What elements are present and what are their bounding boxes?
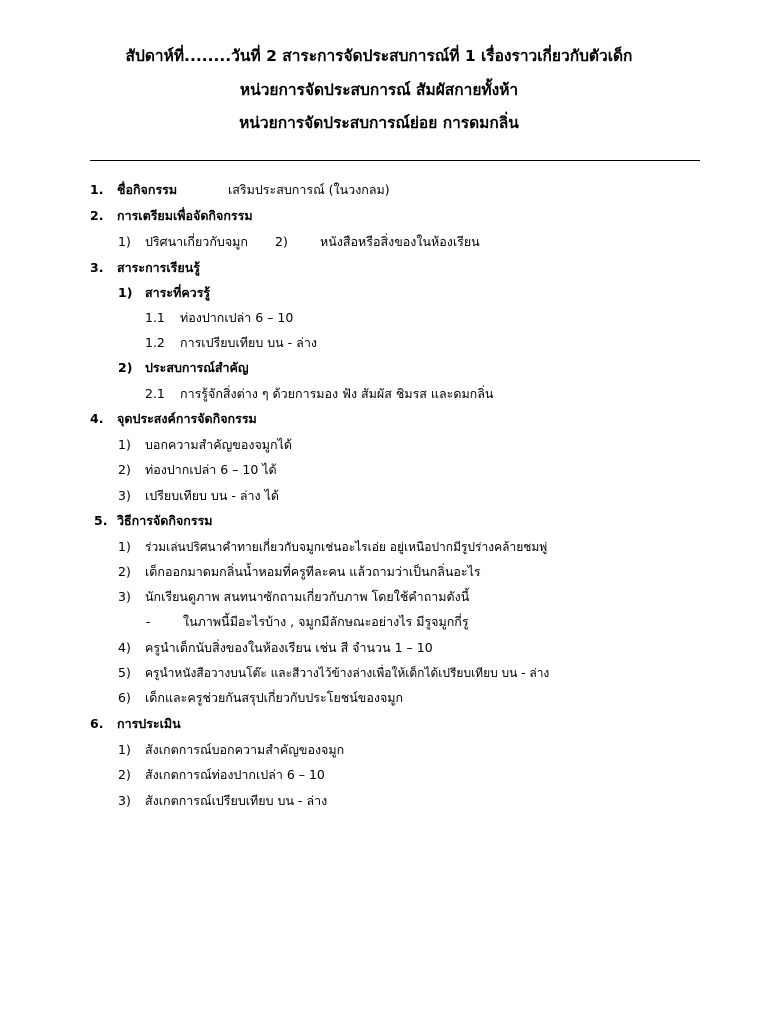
section-5-item-2: เด็กออกมาดมกลิ่นน้ำหอมที่ครูทีละคน แล้วถามว่าเป็นกลิ่นอะไร (145, 564, 481, 579)
section-1-value: เสริมประสบการณ์ (ในวงกลม) (228, 182, 390, 197)
section-6-number: 6. (90, 716, 104, 731)
section-3-sub-1-label: สาระที่ควรรู้ (145, 285, 211, 300)
section-5-item-6-number: 6) (118, 690, 131, 705)
section-5-item-4-number: 4) (118, 640, 131, 655)
section-5-item-2-number: 2) (118, 564, 131, 579)
section-6-item-1: สังเกตการณ์บอกความสำคัญของจมูก (145, 742, 345, 757)
section-4-item-3: เปรียบเทียบ บน - ล่าง ได้ (145, 488, 280, 503)
header-line-3: หน่วยการจัดประสบการณ์ย่อย การดมกลิ่น (239, 114, 519, 132)
section-3-sub-1-item-2: การเปรียบเทียบ บน - ล่าง (180, 335, 317, 350)
section-2-label: การเตรียมเพื่อจัดกิจกรรม (117, 208, 253, 223)
section-4-item-2: ท่องปากเปล่า 6 – 10 ได้ (145, 462, 277, 477)
section-3-sub-1-number: 1) (118, 285, 133, 300)
section-5-item-3-number: 3) (118, 589, 131, 604)
section-5-item-3-sub: ในภาพนี้มีอะไรบ้าง , จมูกมีลักษณะอย่างไร มีรูจมูกกี่รู (183, 614, 469, 629)
section-6-item-3: สังเกตการณ์เปรียบเทียบ บน - ล่าง (145, 793, 328, 808)
section-5-item-5-number: 5) (118, 665, 131, 680)
section-5-item-1-number: 1) (118, 539, 131, 554)
section-1-number: 1. (90, 182, 104, 197)
section-4-item-1: บอกความสำคัญของจมูกได้ (145, 437, 293, 452)
section-5-item-4: ครูนำเด็กนับสิ่งของในห้องเรียน เช่น สี จำนวน 1 – 10 (145, 640, 433, 655)
section-5-item-6: เด็กและครูช่วยกันสรุปเกี่ยวกับประโยชน์ของจมูก (145, 690, 404, 705)
section-2-number: 2. (90, 208, 104, 223)
section-3-number: 3. (90, 260, 104, 275)
section-3-label: สาระการเรียนรู้ (117, 260, 200, 275)
section-4-number: 4. (90, 411, 104, 426)
section-3-sub-1-item-1-number: 1.1 (145, 310, 165, 325)
section-3-sub-1-item-2-number: 1.2 (145, 335, 165, 350)
section-5-item-3-bullet: - (146, 614, 151, 629)
section-4-label: จุดประสงค์การจัดกิจกรรม (117, 411, 257, 426)
header-divider (90, 160, 700, 161)
section-5-item-3: นักเรียนดูภาพ สนทนาซักถามเกี่ยวกับภาพ โดยใช้คำถามดังนี้ (145, 589, 470, 604)
section-6-label: การประเมิน (117, 716, 181, 731)
section-4-item-3-number: 3) (118, 488, 131, 503)
section-3-sub-2-number: 2) (118, 360, 133, 375)
header-line-1: สัปดาห์ที่........วันที่ 2 สาระการจัดประสบการณ์ที่ 1 เรื่องราวเกี่ยวกับตัวเด็ก (125, 47, 633, 65)
section-3-sub-2-item-1-number: 2.1 (145, 386, 165, 401)
header-line-2: หน่วยการจัดประสบการณ์ สัมผัสกายทั้งห้า (239, 81, 519, 99)
section-5-label: วิธีการจัดกิจกรรม (117, 513, 213, 528)
section-6-item-1-number: 1) (118, 742, 131, 757)
section-3-sub-1-item-1: ท่องปากเปล่า 6 – 10 (180, 310, 294, 325)
section-2-item-1-number: 1) (118, 234, 131, 249)
section-6-item-2: สังเกตการณ์ท่องปากเปล่า 6 – 10 (145, 767, 325, 782)
section-1-label: ชื่อกิจกรรม (117, 182, 178, 197)
section-6-item-2-number: 2) (118, 767, 131, 782)
section-5-item-5: ครูนำหนังสือวางบนโต๊ะ และสีวางไว้ข้างล่างเพื่อให้เด็กได้เปรียบเทียบ บน - ล่าง (145, 666, 550, 680)
section-6-item-3-number: 3) (118, 793, 131, 808)
section-5-number: 5. (94, 513, 108, 528)
section-2-item-2-number: 2) (275, 234, 288, 249)
section-2-item-1: ปริศนาเกี่ยวกับจมูก (145, 234, 248, 249)
section-3-sub-2-label: ประสบการณ์สำคัญ (145, 360, 249, 375)
section-4-item-2-number: 2) (118, 462, 131, 477)
section-3-sub-2-item-1: การรู้จักสิ่งต่าง ๆ ด้วยการมอง ฟัง สัมผัส ชิมรส และดมกลิ่น (180, 386, 494, 401)
section-2-item-2: หนังสือหรือสิ่งของในห้องเรียน (320, 234, 480, 249)
section-5-item-1: ร่วมเล่นปริศนาคำทายเกี่ยวกับจมูกเช่นอะไรเอ่ย อยู่เหนือปากมีรูปร่างคล้ายชมพู่ (145, 540, 548, 554)
section-4-item-1-number: 1) (118, 437, 131, 452)
